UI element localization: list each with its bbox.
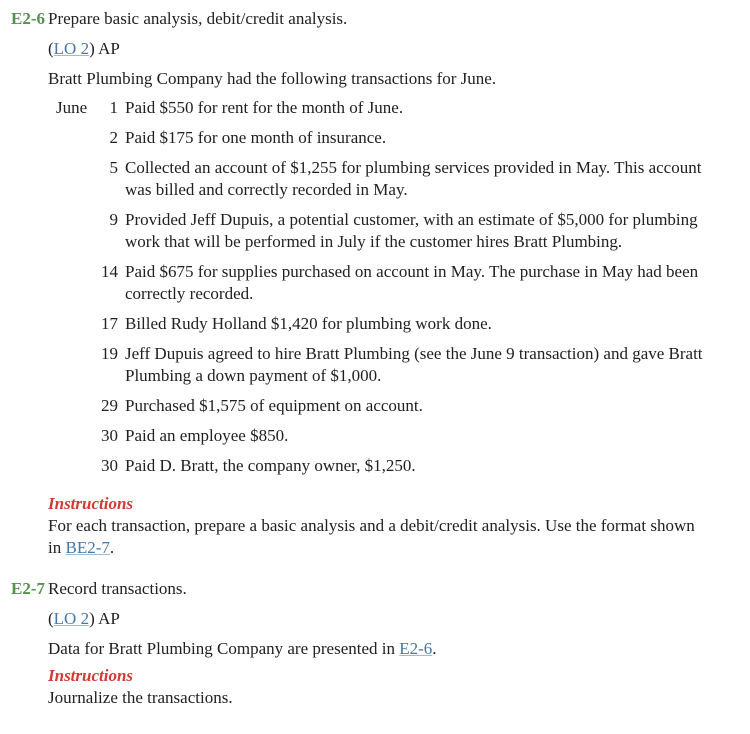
transaction-text: Purchased $1,575 of equipment on account. [125, 396, 423, 415]
data-reference-paragraph [48, 638, 708, 660]
transactions-list [48, 97, 708, 477]
exercise-e2-7 [11, 578, 712, 709]
transaction-month: June [56, 98, 88, 117]
be2-7-link[interactable]: BE2-7 [65, 538, 110, 557]
lo-close-paren: ) AP [89, 609, 120, 628]
instructions-paragraph: Journalize the transactions. [48, 688, 233, 707]
instructions-text-before: For each transaction, prepare a basic analysis and a debit/credit analysis. Use the format shown in [48, 516, 695, 557]
transaction-month [48, 343, 98, 387]
instructions-paragraph [48, 515, 708, 559]
transaction-month [48, 127, 98, 149]
exercise-id: E2-7 [11, 579, 45, 598]
transaction-text: Jeff Dupuis agreed to hire Bratt Plumbing (see the June 9 transaction) and gave Bratt Plumbing a down payment of $1,000. [125, 344, 703, 385]
transaction-text: Paid D. Bratt, the company owner, $1,250. [125, 456, 416, 475]
lo-open-paren: ( [48, 39, 54, 58]
lo-link[interactable]: LO 2 [53, 609, 90, 628]
exercise-body [11, 38, 708, 559]
body-text-after: . [432, 639, 437, 658]
transaction-text: Paid $675 for supplies purchased on account in May. The purchase in May had been correctly recorded. [125, 262, 699, 303]
exercise-body [11, 608, 708, 709]
transaction-month [48, 455, 98, 477]
exercise-title: Prepare basic analysis, debit/credit analysis. [48, 9, 348, 28]
transaction-text: Paid an employee $850. [125, 426, 289, 445]
transaction-text: Billed Rudy Holland $1,420 for plumbing work done. [125, 314, 492, 333]
transaction-day: 30 [101, 426, 118, 445]
transaction-day: 1 [109, 98, 118, 117]
transaction-month [48, 209, 98, 253]
transaction-text: Provided Jeff Dupuis, a potential customer, with an estimate of $5,000 for plumbing work that will be performed in July if the customer hires Bratt Plumbing. [125, 210, 698, 251]
transaction-day: 17 [101, 314, 118, 333]
intro-paragraph: Bratt Plumbing Company had the following transactions for June. [48, 69, 497, 88]
transaction-day: 29 [101, 396, 118, 415]
instructions-heading: Instructions [48, 494, 134, 513]
e2-6-link[interactable]: E2-6 [399, 639, 433, 658]
transaction-day: 5 [109, 158, 118, 177]
learning-objective-line [48, 38, 708, 60]
transaction-day: 19 [101, 344, 118, 363]
exercise-header [11, 578, 712, 600]
exercise-id: E2-6 [11, 9, 45, 28]
lo-open-paren: ( [48, 609, 54, 628]
exercise-title: Record transactions. [48, 579, 187, 598]
transaction-text: Paid $550 for rent for the month of June. [125, 98, 404, 117]
transaction-month [48, 395, 98, 417]
transaction-day: 30 [101, 456, 118, 475]
transaction-day: 14 [101, 262, 118, 281]
exercise-header [11, 8, 712, 30]
transaction-month [48, 157, 98, 201]
transaction-day: 9 [109, 210, 118, 229]
transaction-text: Collected an account of $1,255 for plumbing services provided in May. This account was billed and correctly recorded in May. [125, 158, 702, 199]
learning-objective-line [48, 608, 708, 630]
body-text-before: Data for Bratt Plumbing Company are presented in [48, 639, 400, 658]
instructions-heading: Instructions [48, 666, 134, 685]
exercise-e2-6 [11, 8, 712, 559]
transaction-month [48, 261, 98, 305]
transaction-text: Paid $175 for one month of insurance. [125, 128, 387, 147]
lo-close-paren: ) AP [89, 39, 120, 58]
instructions-text-after: . [109, 538, 115, 557]
transaction-day: 2 [109, 128, 118, 147]
lo-link[interactable]: LO 2 [53, 39, 90, 58]
transaction-month [48, 425, 98, 447]
transaction-month [48, 313, 98, 335]
